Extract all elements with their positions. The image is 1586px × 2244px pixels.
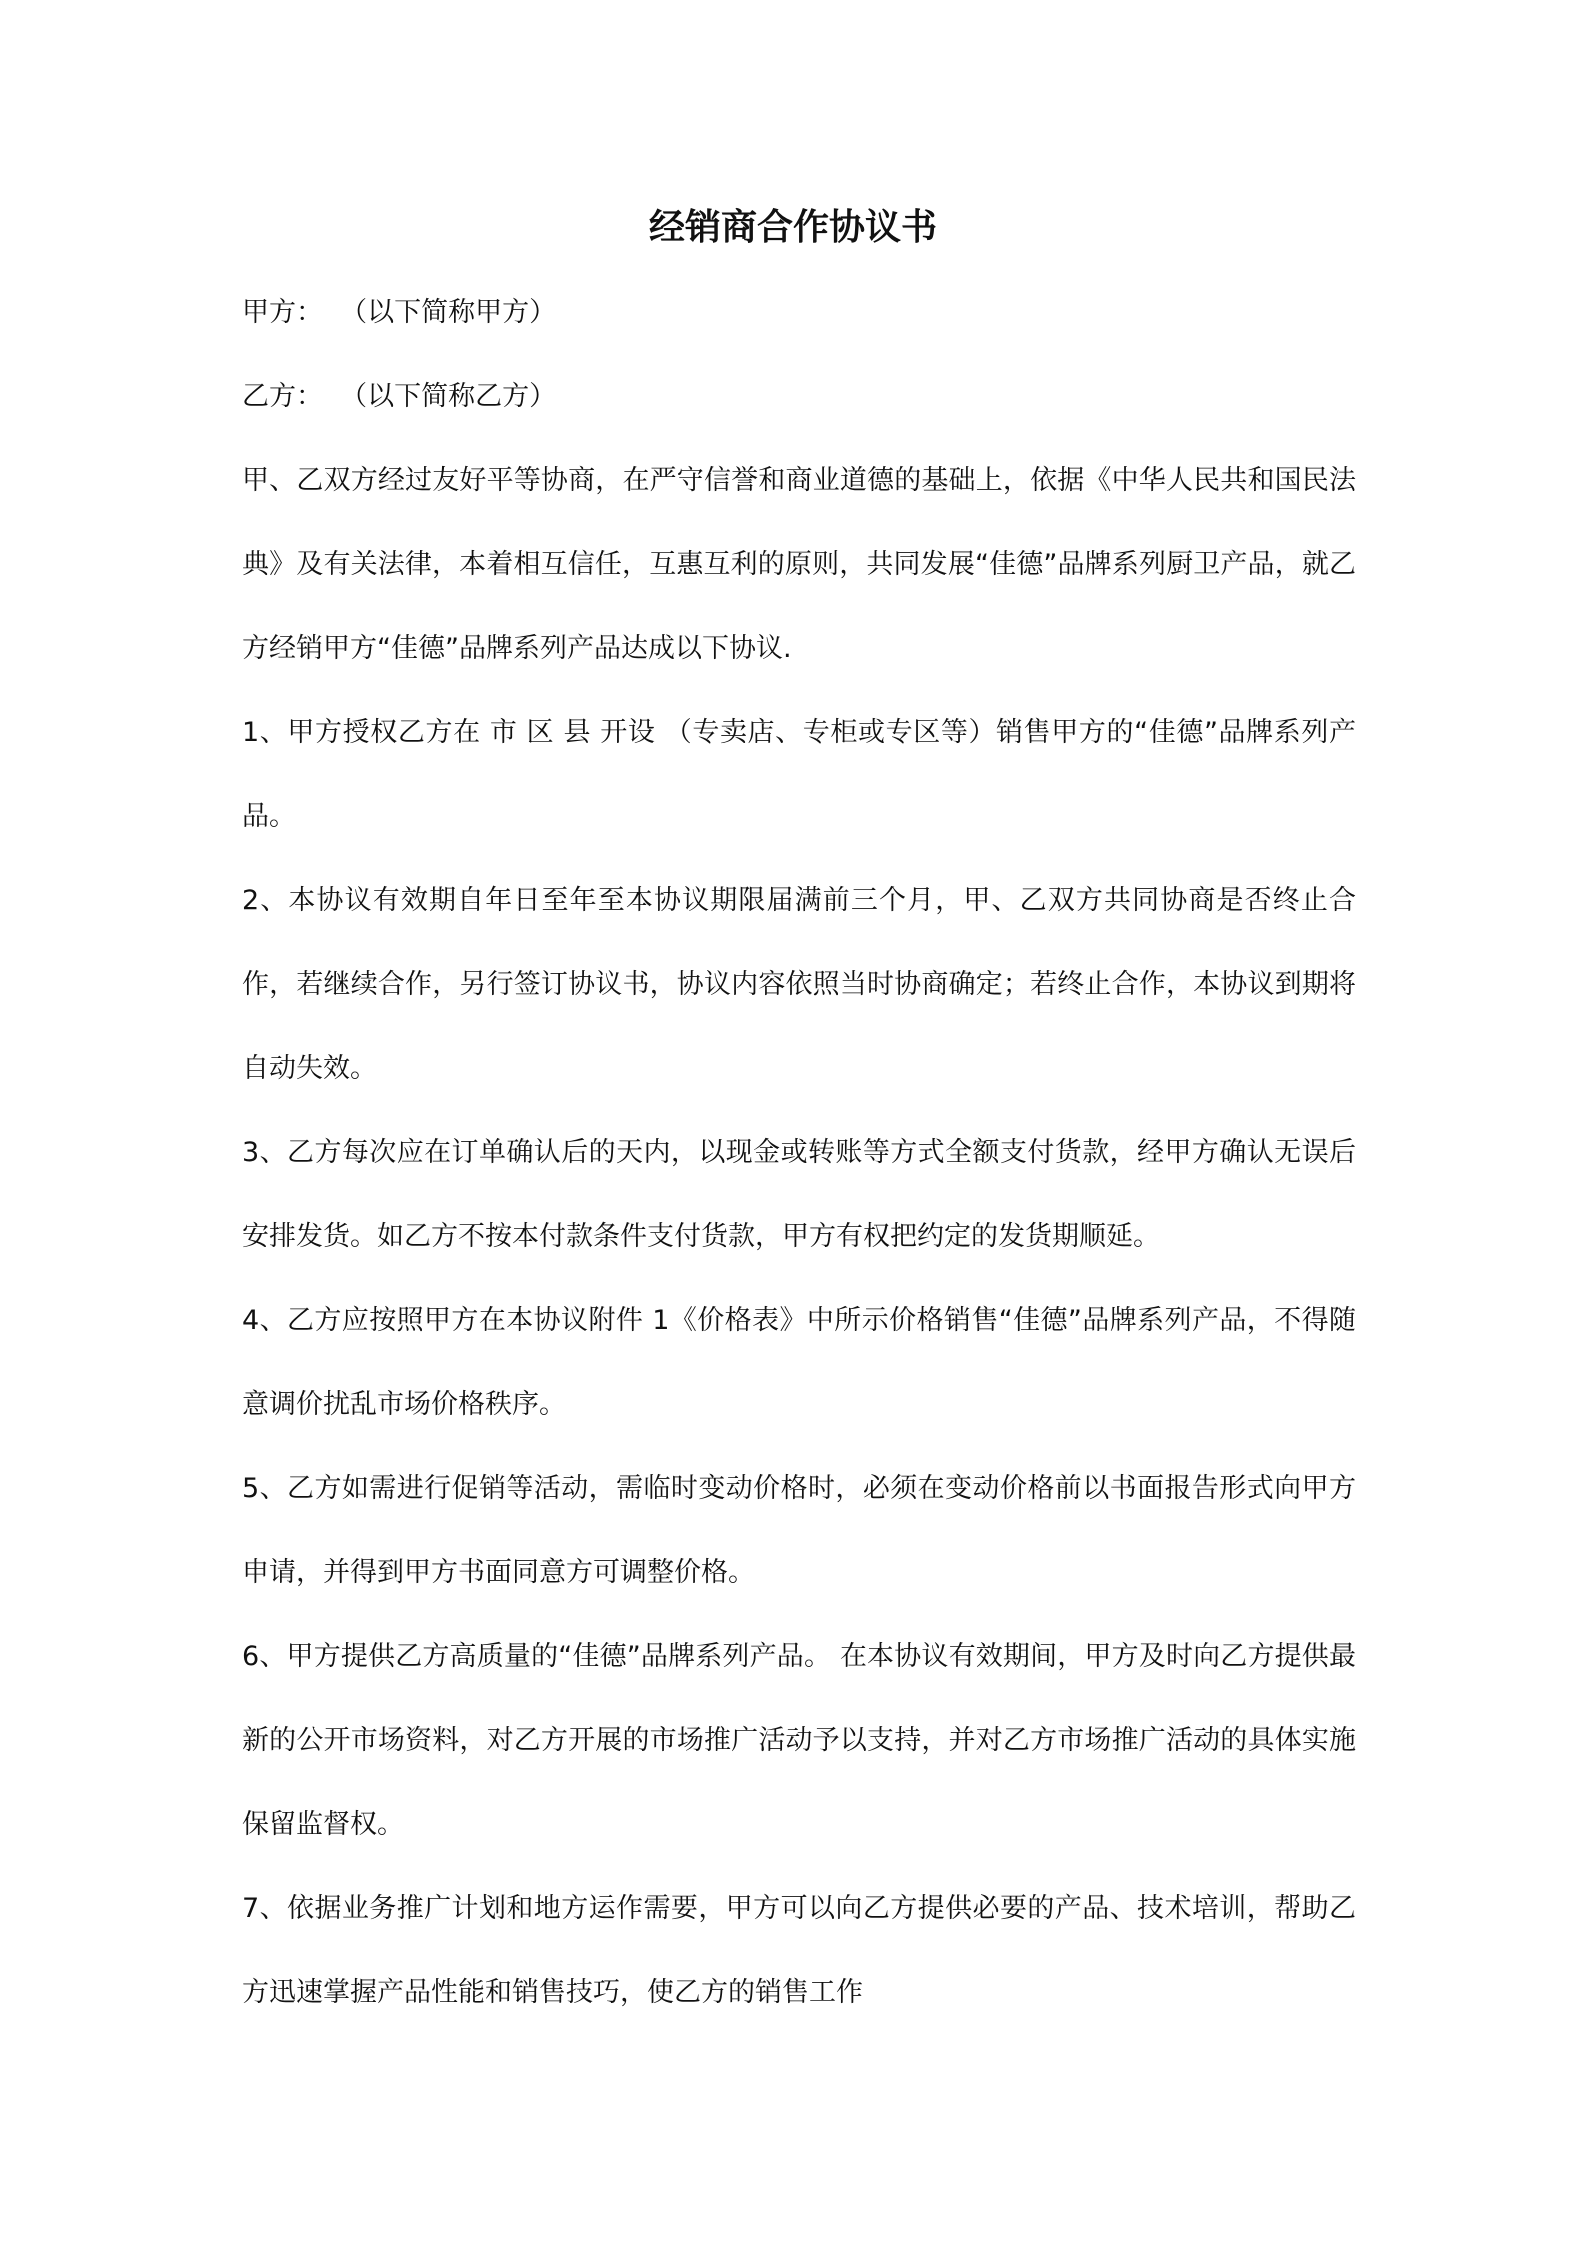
clause-1: 1、甲方授权乙方在 市 区 县 开设 （专卖店、专柜或专区等）销售甲方的“佳德”品牌系列产品。 bbox=[242, 717, 1356, 832]
party-a-line: 甲方： （以下简称甲方） bbox=[242, 297, 557, 328]
document-body bbox=[242, 271, 1356, 2035]
clause-7: 7、依据业务推广计划和地方运作需要，甲方可以向乙方提供必要的产品、技术培训，帮助乙方迅速掌握产品性能和销售技巧，使乙方的销售工作 bbox=[242, 1893, 1356, 2008]
clause-6: 6、甲方提供乙方高质量的“佳德”品牌系列产品。 在本协议有效期间，甲方及时向乙方提供最新的公开市场资料，对乙方开展的市场推广活动予以支持，并对乙方市场推广活动的具体实施保留监督权。 bbox=[242, 1641, 1356, 1840]
clause-3: 3、乙方每次应在订单确认后的天内，以现金或转账等方式全额支付货款，经甲方确认无误后安排发货。如乙方不按本付款条件支付货款，甲方有权把约定的发货期顺延。 bbox=[242, 1137, 1356, 1252]
clause-2: 2、本协议有效期自年日至年至本协议期限届满前三个月，甲、乙双方共同协商是否终止合作，若继续合作，另行签订协议书，协议内容依照当时协商确定；若终止合作，本协议到期将自动失效。 bbox=[242, 885, 1356, 1084]
clause-4: 4、乙方应按照甲方在本协议附件 1《价格表》中所示价格销售“佳德”品牌系列产品，不得随意调价扰乱市场价格秩序。 bbox=[242, 1305, 1356, 1420]
party-b-line: 乙方： （以下简称乙方） bbox=[242, 381, 557, 412]
clause-5: 5、乙方如需进行促销等活动，需临时变动价格时，必须在变动价格前以书面报告形式向甲方申请，并得到甲方书面同意方可调整价格。 bbox=[242, 1473, 1356, 1588]
intro-paragraph: 甲、乙双方经过友好平等协商，在严守信誉和商业道德的基础上，依据《中华人民共和国民法典》及有关法律，本着相互信任，互惠互利的原则，共同发展“佳德”品牌系列厨卫产品，就乙方经销甲方“佳德”品牌系列产品达成以下协议. bbox=[242, 465, 1356, 664]
document-title: 经销商合作协议书 bbox=[648, 207, 937, 248]
